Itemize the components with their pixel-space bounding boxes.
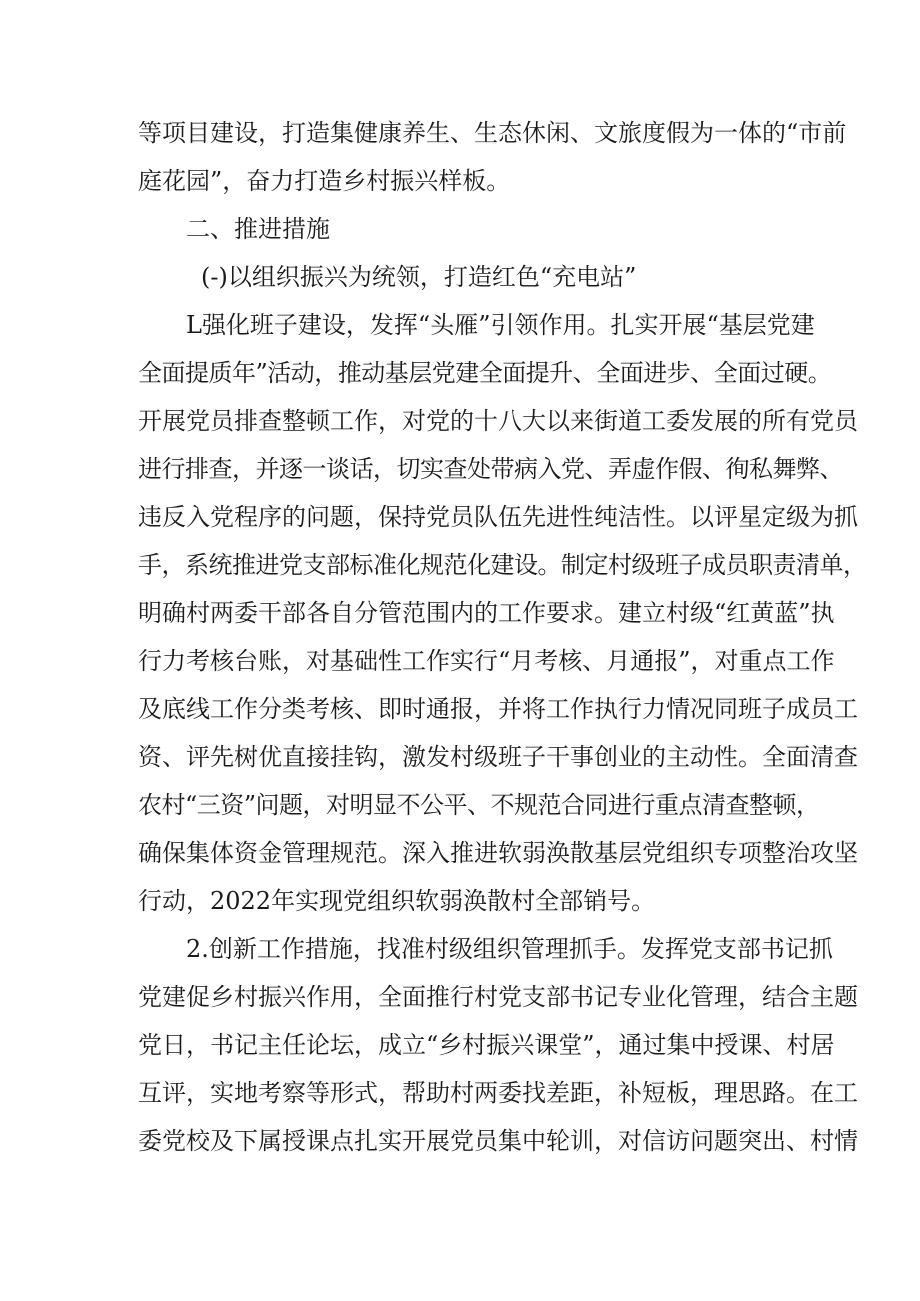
paragraph-1-line-12: 确保集体资金管理规范。深入推进软弱涣散基层党组织专项整治攻坚 (138, 839, 858, 867)
paragraph-1-line-9: 及底线工作分类考核、即时通报，并将工作执行力情况同班子成员工 (138, 695, 858, 723)
intro-line-2: 庭花园”，奋力打造乡村振兴样板。 (138, 167, 511, 195)
section-heading: 二、推进措施 (186, 215, 330, 243)
paragraph-1-line-2: 全面提质年”活动，推动基层党建全面提升、全面进步、全面过硬。 (138, 359, 832, 387)
paragraph-2-line-2: 党建促乡村振兴作用，全面推行村党支部书记专业化管理，结合主题 (138, 983, 858, 1011)
intro-line-1: 等项目建设，打造集健康养生、生态休闲、文旅度假为一体的“市前 (138, 119, 847, 147)
paragraph-1-line-6: 手，系统推进党支部标准化规范化建设。制定村级班子成员职责清单， (138, 551, 867, 579)
paragraph-2-line-4: 互评，实地考察等形式，帮助村两委找差距，补短板，理思路。在工 (138, 1079, 858, 1107)
paragraph-2-line-5: 委党校及下属授课点扎实开展党员集中轮训，对信访问题突出、村情 (138, 1127, 858, 1155)
paragraph-2-line-1: 2.创新工作措施，找准村级组织管理抓手。发挥党支部书记抓 (186, 935, 833, 963)
paragraph-1-line-4: 进行排查，并逐一谈话，切实查处带病入党、弄虚作假、徇私舞弊、 (138, 455, 843, 483)
paragraph-2-line-3: 党日，书记主任论坛，成立“乡村振兴课堂”，通过集中授课、村居 (138, 1031, 835, 1059)
paragraph-1-line-11: 农村“三资”问题，对明显不公平、不规范合同进行重点清查整顿， (138, 791, 820, 819)
paragraph-1-line-3: 开展党员排查整顿工作，对党的十八大以来街道工委发展的所有党员 (138, 407, 858, 435)
paragraph-1-line-10: 资、评先树优直接挂钩，激发村级班子干事创业的主动性。全面清查 (138, 743, 858, 771)
subheading: (-)以组织振兴为统领，打造红色“充电站” (201, 263, 637, 291)
paragraph-1-line-1: L强化班子建设，发挥“头雁”引领作用。扎实开展“基层党建 (186, 311, 815, 339)
paragraph-1-line-5: 违反入党程序的问题，保持党员队伍先进性纯洁性。以评星定级为抓 (138, 503, 858, 531)
paragraph-1-line-8: 行力考核台账，对基础性工作实行“月考核、月通报”，对重点工作 (138, 647, 835, 675)
paragraph-1-line-7: 明确村两委干部各自分管范围内的工作要求。建立村级“红黄蓝”执 (138, 599, 835, 627)
paragraph-1-line-13: 行动，2022年实现党组织软弱涣散村全部销号。 (138, 887, 656, 915)
